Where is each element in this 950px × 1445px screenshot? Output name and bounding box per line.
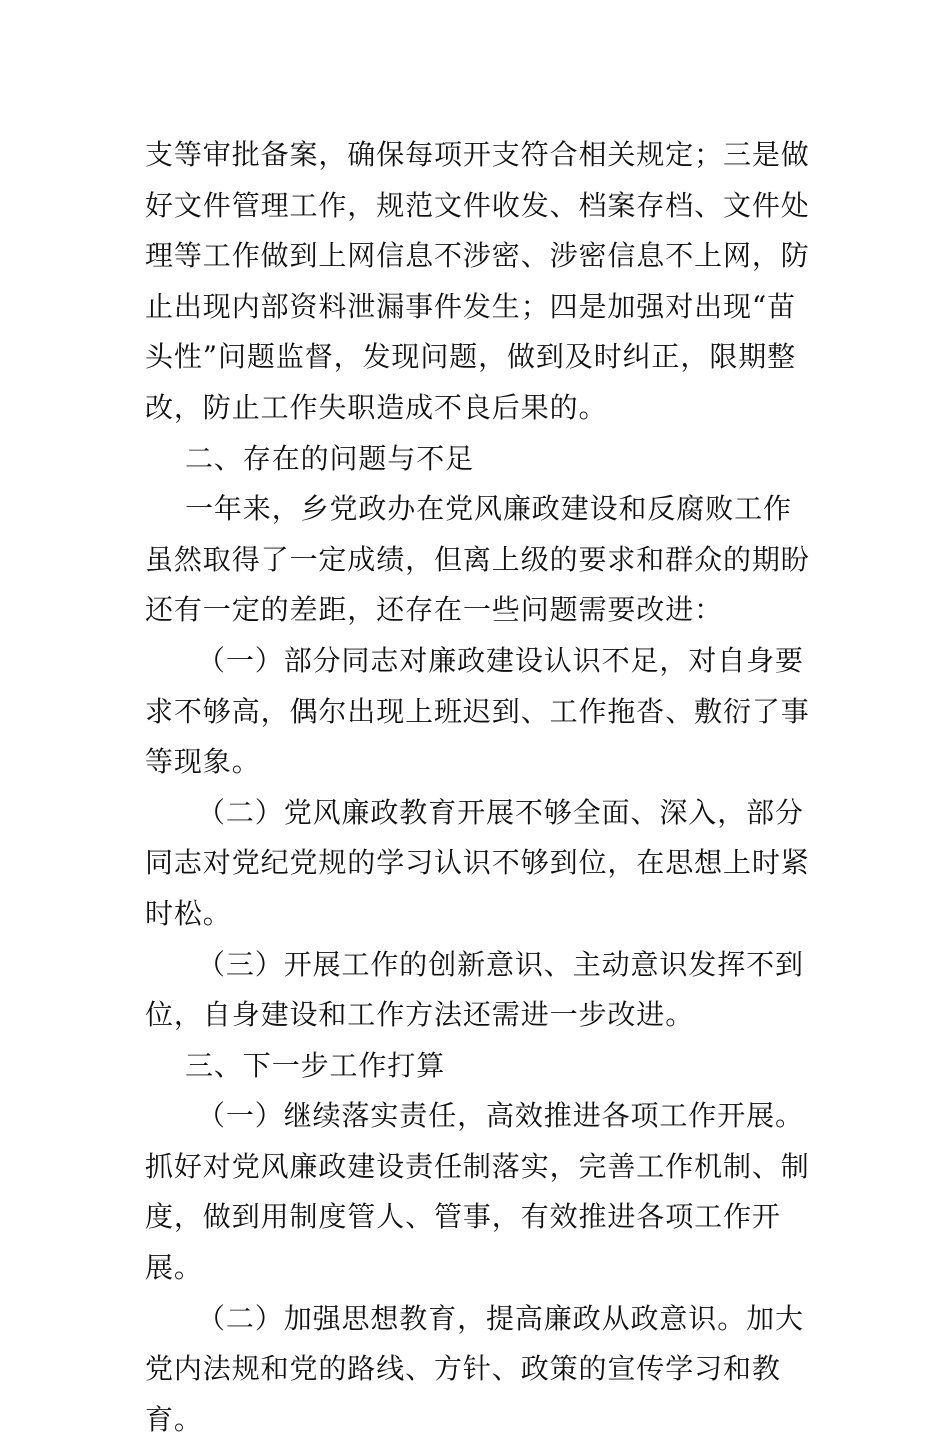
- problem-item-1: （一）部分同志对廉政建设认识不足，对自身要求不够高，偶尔出现上班迟到、工作拖沓、敷衍了事等现象。: [145, 643, 810, 779]
- plan-item-1: （一）继续落实责任，高效推进各项工作开展。抓好对党风廉政建设责任制落实，完善工作机制、制度，做到用制度管人、管事，有效推进各项工作开展。: [145, 1099, 810, 1285]
- paragraph-continuation: 支等审批备案，确保每项开支符合相关规定；三是做好文件管理工作，规范文件收发、档案存档、文件处理等工作做到上网信息不涉密、涉密信息不上网，防止出现内部资料泄漏事件发生；四是加强对出现“苗头性”问题监督，发现问题，做到及时纠正，限期整改，防止工作失职造成不良后果的。: [145, 138, 810, 424]
- paragraph-summary: 一年来，乡党政办在党风廉政建设和反腐败工作虽然取得了一定成绩，但离上级的要求和群众的期盼还有一定的差距，还存在一些问题需要改进：: [145, 492, 810, 627]
- problem-item-3: （三）开展工作的创新意识、主动意识发挥不到位，自身建设和工作方法还需进一步改进。: [145, 947, 804, 1032]
- plan-item-2: （二）加强思想教育，提高廉政从政意识。加大党内法规和党的路线、方针、政策的宣传学习和教育。: [145, 1301, 804, 1436]
- problem-item-2: （二）党风廉政教育开展不够全面、深入，部分同志对党纪党规的学习认识不够到位，在思想上时紧时松。: [145, 795, 810, 930]
- section-heading-3: 三、下一步工作打算: [185, 1048, 446, 1082]
- section-heading-2: 二、存在的问题与不足: [185, 441, 475, 475]
- document-body: [145, 130, 815, 1445]
